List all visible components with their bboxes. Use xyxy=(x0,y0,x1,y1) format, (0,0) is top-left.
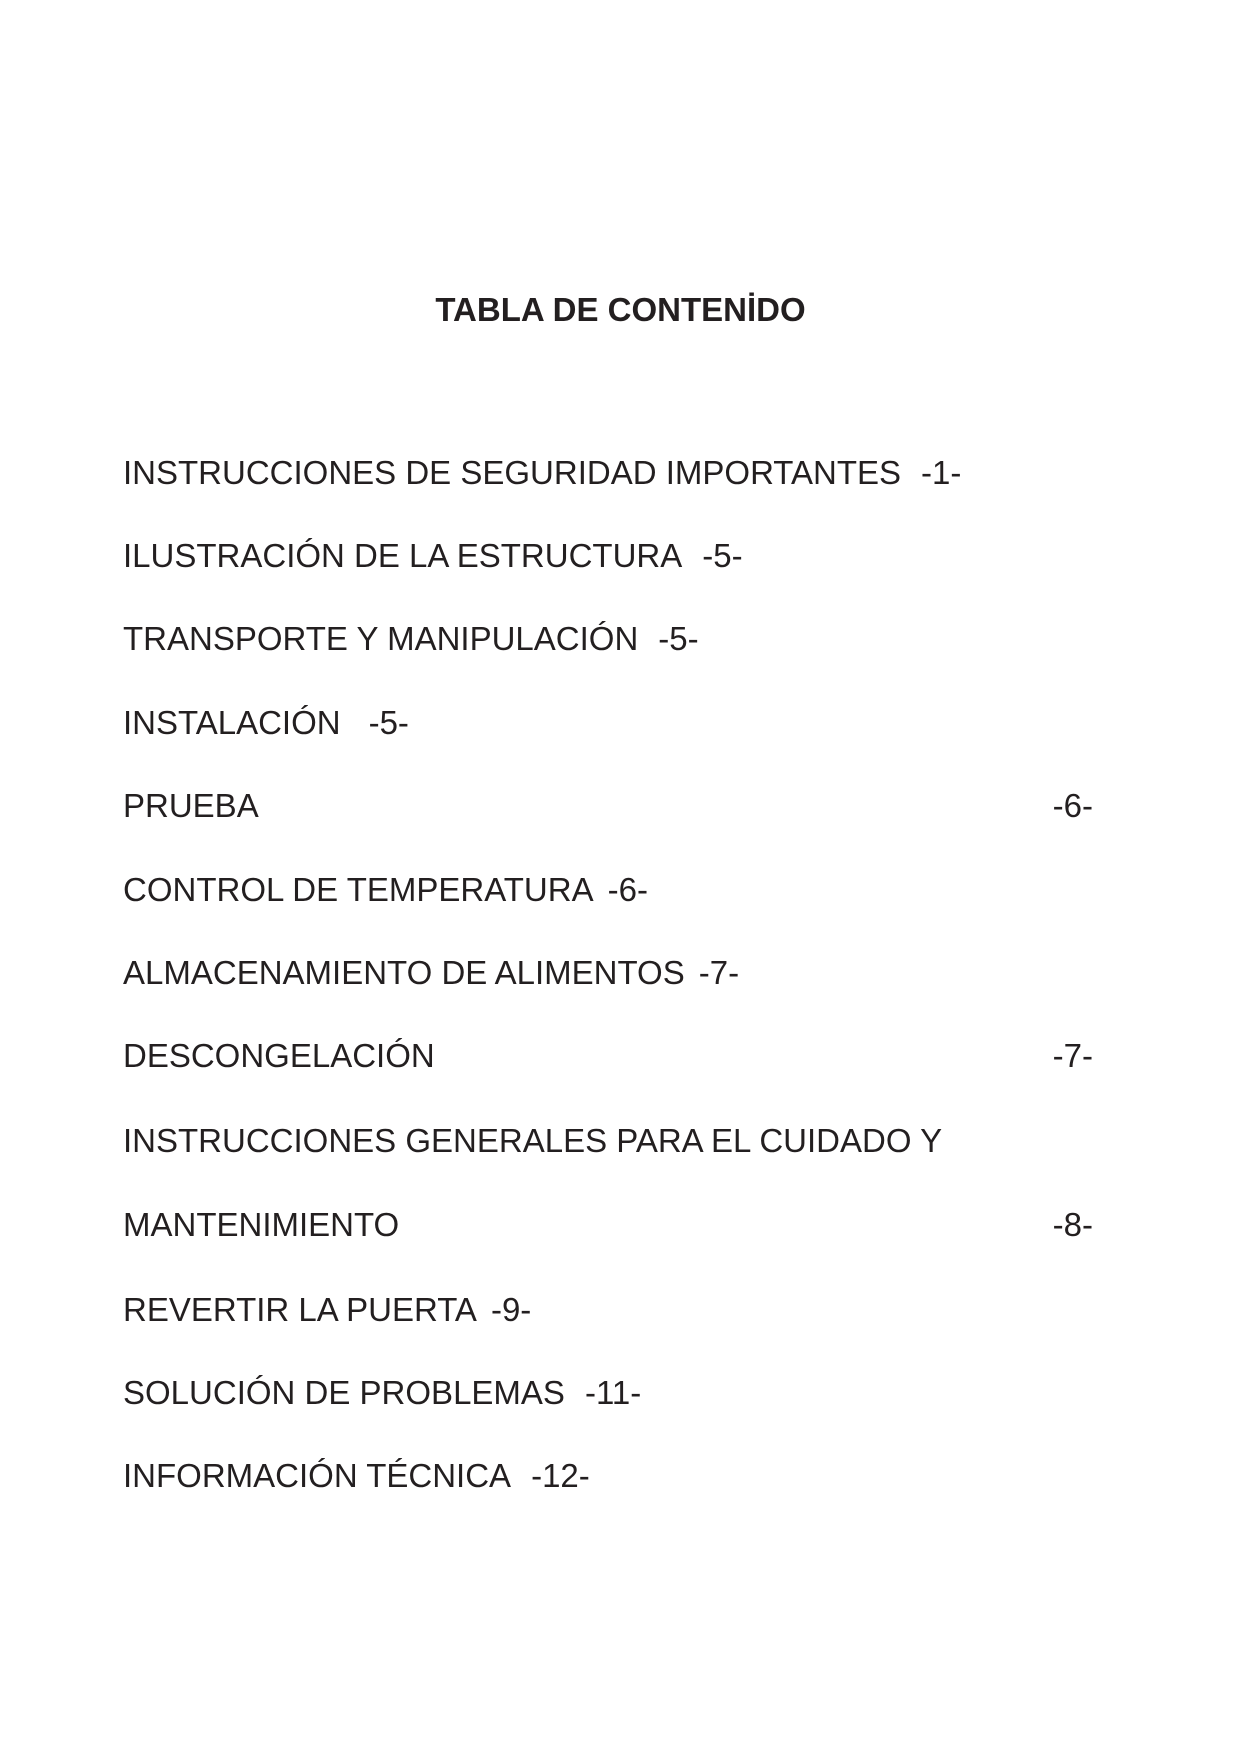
toc-entry-page: -9- xyxy=(490,1291,532,1328)
toc-entry-page: -12- xyxy=(531,1457,590,1494)
toc-entry-label: TRANSPORTE Y MANIPULACIÓN xyxy=(123,620,639,657)
toc-entry-page: -6- xyxy=(607,871,648,908)
toc-entry-page: -5- xyxy=(368,704,409,741)
toc-entry-label: MANTENIMIENTO xyxy=(123,1206,400,1243)
toc-entry xyxy=(123,703,409,743)
toc-entry xyxy=(123,870,648,910)
toc-entry xyxy=(123,536,743,576)
toc-entry-page: -5- xyxy=(658,620,699,657)
toc-entry xyxy=(123,1373,641,1413)
page-title: TABLA DE CONTENİDO xyxy=(435,291,806,328)
toc-entry-page: -11- xyxy=(584,1374,642,1411)
toc-entry-page: -8- xyxy=(1052,1206,1093,1243)
toc-entry-label: PRUEBA xyxy=(123,787,259,824)
toc-entry-page: -7- xyxy=(698,954,740,991)
toc-entry-page: -6- xyxy=(1052,787,1093,824)
toc-entry-page: -7- xyxy=(1052,1037,1093,1074)
toc-entry-label: REVERTIR LA PUERTA xyxy=(123,1291,477,1328)
toc-entry-label: INSTRUCCIONES DE SEGURIDAD IMPORTANTES xyxy=(123,454,902,491)
toc-entry-label: INFORMACIÓN TÉCNICA xyxy=(123,1457,512,1494)
toc-entry xyxy=(123,453,961,493)
toc-entry xyxy=(123,953,739,993)
toc-entry xyxy=(123,1121,942,1161)
toc-entry-label: INSTRUCCIONES GENERALES PARA EL CUIDADO Y xyxy=(123,1122,943,1159)
toc-entry xyxy=(123,1290,531,1330)
toc-entry xyxy=(123,1205,1093,1245)
toc-entry-label: ALMACENAMIENTO DE ALIMENTOS xyxy=(123,954,685,991)
toc-entry xyxy=(123,619,699,659)
toc-entry-label: CONTROL DE TEMPERATURA xyxy=(123,871,594,908)
toc-entry-label: SOLUCIÓN DE PROBLEMAS xyxy=(123,1374,565,1411)
toc-entry-label: DESCONGELACIÓN xyxy=(123,1037,435,1074)
toc-entry xyxy=(123,1036,1093,1076)
toc-entry xyxy=(123,786,1093,826)
toc-entry-label: ILUSTRACIÓN DE LA ESTRUCTURA xyxy=(123,537,683,574)
toc-entry xyxy=(123,1456,590,1496)
toc-entry-page: -1- xyxy=(921,454,962,491)
toc-entry-page: -5- xyxy=(702,537,743,574)
toc-entry-label: INSTALACIÓN xyxy=(123,704,341,741)
